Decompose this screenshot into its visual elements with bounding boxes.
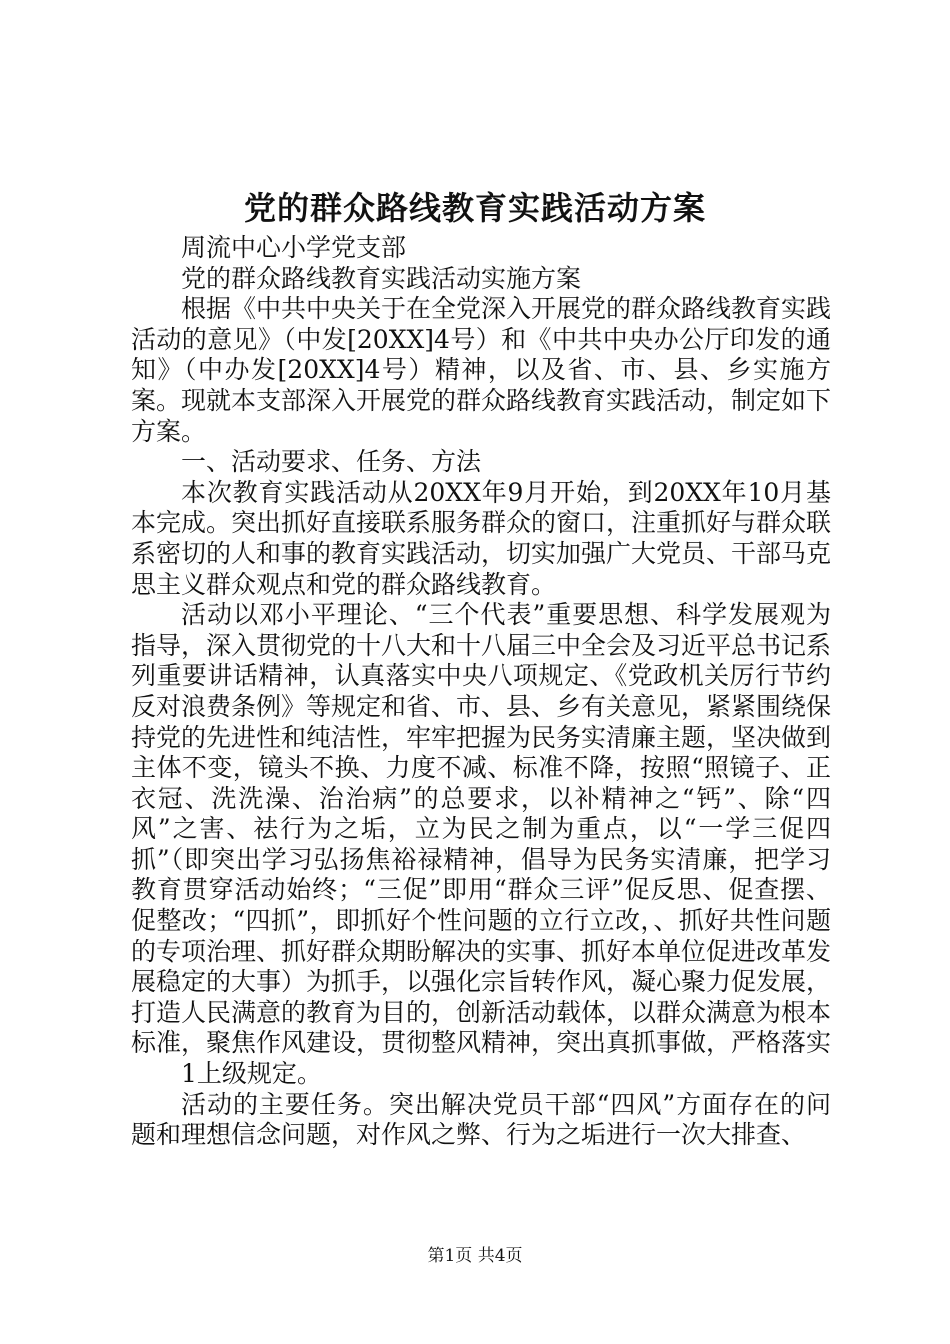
paragraph-tasks: 活动的主要任务。突出解决党员干部“四风”方面存在的问题和理想信念问题，对作风之弊、行为之垢进行一次大排查、 bbox=[131, 1089, 831, 1150]
paragraph-org: 周流中心小学党支部 bbox=[181, 233, 407, 262]
document-title: 党的群众路线教育实践活动方案 bbox=[243, 189, 706, 227]
section-heading-1: 一、活动要求、任务、方法 bbox=[181, 447, 482, 477]
paragraph-guidance: 活动以邓小平理论、“三个代表”重要思想、科学发展观为指导，深入贯彻党的十八大和十八届三中全会及习近平总书记系列重要讲话精神，认真落实中央八项规定、《党政机关厉行节约反对浪费条例》等规定和省、市、县、乡有关意见，紧紧围绕保持党的先进性和纯洁性，牢牢把握为民务实清廉主题，坚决做到主体不变，镜头不换、力度不减、标准不降，按照“照镜子、正衣冠、洗洗澡、治治病”的总要求，以补精神之“钙”、除“四风”之害、祛行为之垢，立为民之制为重点，以“一学三促四抓”（即突出学习弘扬焦裕禄精神，倡导为民务实清廉，把学习教育贯穿活动始终；“三促”即用“群众三评”促反思、促查摆、促整改；“四抓”，即抓好个性问题的立行立改，、抓好共性问题的专项治理、抓好群众期盼解决的实事、抓好本单位促进改革发展稳定的大事）为抓手，以强化宗旨转作风，凝心聚力促发展，打造人民满意的教育为目的，创新活动载体，以群众满意为根本标准，聚焦作风建设，贯彻整风精神，突出真抓事做，严格落实 bbox=[131, 600, 832, 1058]
paragraph-regulation: 1上级规定。 bbox=[181, 1059, 322, 1089]
paragraph-intro: 根据《中共中央关于在全党深入开展党的群众路线教育实践活动的意见》（中发[20XX]4号）和《中共中央办公厅印发的通知》（中办发[20XX]4号）精神，以及省、市、县、乡实施方案。现就本支部深入开展党的群众路线教育实践活动，制定如下方案。 bbox=[131, 294, 832, 446]
page-footer: 第1页 共4页 bbox=[427, 1246, 523, 1266]
document-body bbox=[131, 233, 831, 1151]
paragraph-subtitle: 党的群众路线教育实践活动实施方案 bbox=[181, 263, 582, 293]
paragraph-schedule: 本次教育实践活动从20XX年9月开始，到20XX年10月基本完成。突出抓好直接联系服务群众的窗口，注重抓好与群众联系密切的人和事的教育实践活动，切实加强广大党员、干部马克思主义群众观点和党的群众路线教育。 bbox=[131, 477, 832, 599]
